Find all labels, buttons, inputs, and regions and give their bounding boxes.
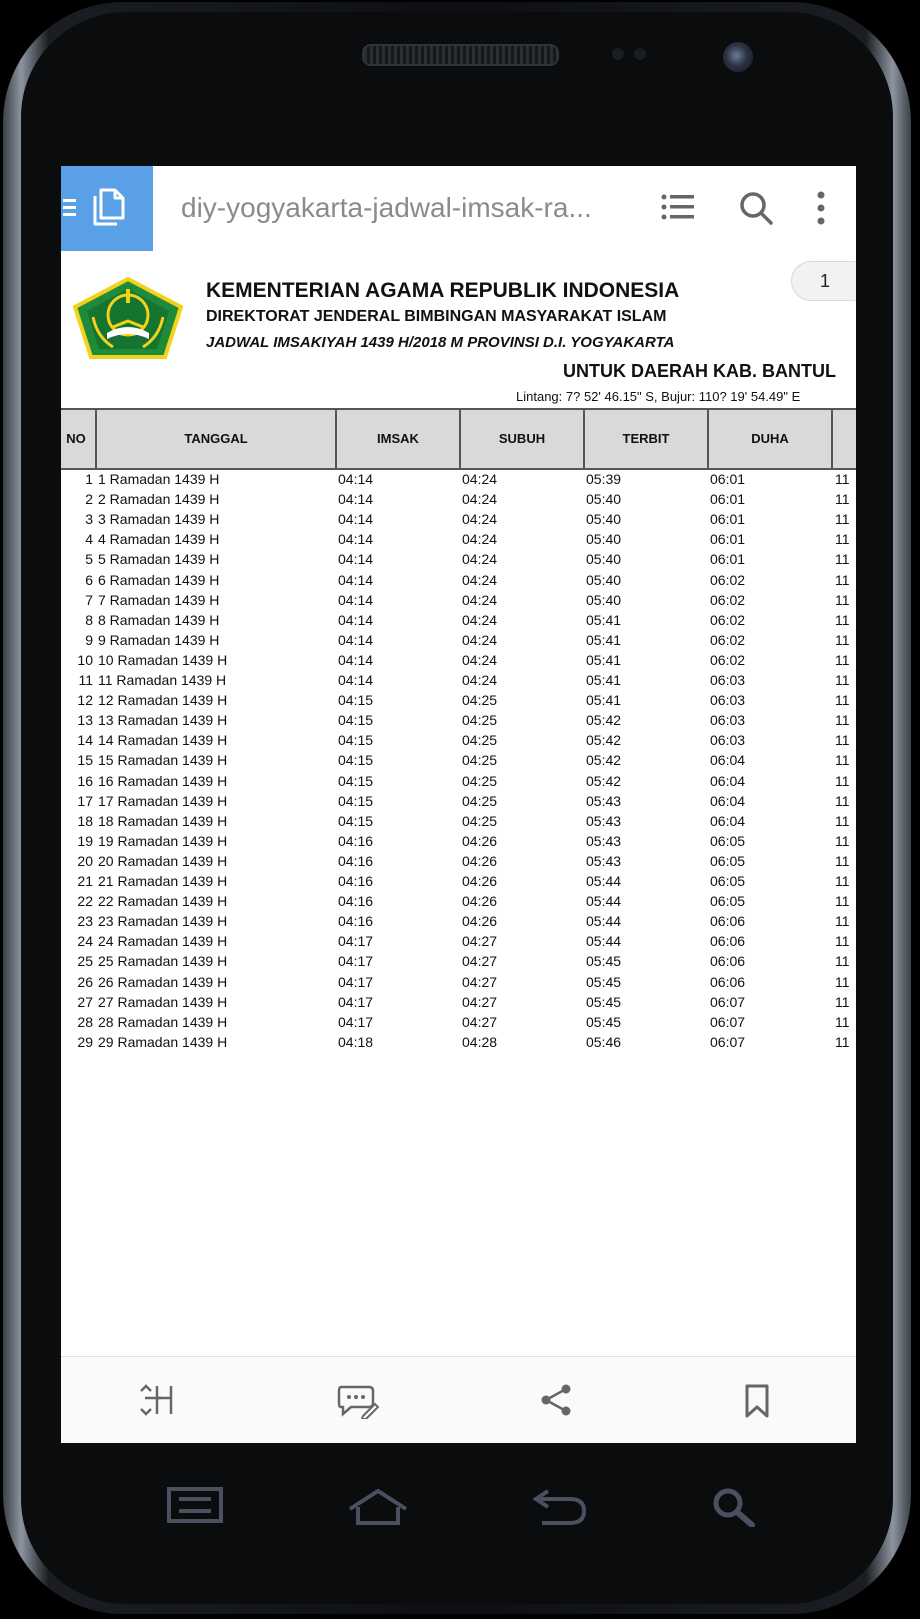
row-terbit: 05:46 [586, 1033, 622, 1050]
row-imsak: 04:14 [338, 571, 374, 588]
row-no: 22 [77, 893, 93, 910]
row-tanggal: 12 Ramadan 1439 H [98, 692, 228, 709]
row-truncated: 11 [835, 993, 850, 1010]
row-tanggal: 14 Ramadan 1439 H [98, 732, 228, 749]
row-terbit: 05:42 [586, 752, 622, 769]
row-imsak: 04:15 [338, 772, 374, 789]
row-no: 14 [77, 732, 93, 749]
row-tanggal: 17 Ramadan 1439 H [98, 792, 228, 809]
row-duha: 06:03 [710, 732, 746, 749]
row-subuh: 04:27 [462, 933, 498, 950]
row-duha: 06:01 [710, 511, 746, 528]
header-tanggal: TANGGAL [95, 410, 335, 468]
row-subuh: 04:25 [462, 772, 498, 789]
row-duha: 06:02 [710, 591, 746, 608]
row-duha: 06:02 [710, 571, 746, 588]
row-truncated: 11 [835, 933, 850, 950]
row-tanggal: 6 Ramadan 1439 H [98, 571, 220, 588]
row-terbit: 05:43 [586, 852, 622, 869]
row-imsak: 04:14 [338, 531, 374, 548]
screen [61, 166, 856, 1443]
android-nav-bar [0, 1455, 920, 1555]
row-subuh: 04:28 [462, 1033, 498, 1050]
row-tanggal: 9 Ramadan 1439 H [98, 631, 220, 648]
row-no: 2 [85, 491, 93, 508]
table-row [61, 913, 856, 933]
row-imsak: 04:14 [338, 471, 374, 487]
table-row [61, 813, 856, 833]
row-subuh: 04:27 [462, 1013, 498, 1030]
row-no: 1 [85, 471, 93, 487]
row-imsak: 04:15 [338, 692, 374, 709]
row-imsak: 04:14 [338, 551, 374, 568]
row-subuh: 04:24 [462, 631, 498, 648]
row-no: 10 [77, 651, 93, 668]
table-row [61, 672, 856, 692]
row-imsak: 04:16 [338, 873, 374, 889]
row-duha: 06:03 [710, 692, 746, 709]
row-terbit: 05:42 [586, 712, 622, 729]
row-imsak: 04:15 [338, 712, 374, 729]
row-terbit: 05:44 [586, 873, 622, 889]
row-tanggal: 1 Ramadan 1439 H [98, 471, 220, 487]
table-row [61, 994, 856, 1014]
row-truncated: 11 [835, 973, 850, 990]
row-no: 23 [77, 913, 93, 930]
row-subuh: 04:24 [462, 571, 498, 588]
row-truncated: 11 [835, 1013, 850, 1030]
header-duha: DUHA [707, 410, 831, 468]
row-tanggal: 3 Ramadan 1439 H [98, 511, 220, 528]
row-no: 19 [77, 832, 93, 849]
row-duha: 06:04 [710, 792, 746, 809]
row-no: 9 [85, 631, 93, 648]
table-row [61, 712, 856, 732]
row-terbit: 05:40 [586, 491, 622, 508]
row-duha: 06:01 [710, 551, 746, 568]
row-truncated: 11 [835, 471, 850, 487]
row-truncated: 11 [835, 752, 850, 769]
row-subuh: 04:25 [462, 812, 498, 829]
row-terbit: 05:41 [586, 651, 622, 668]
row-imsak: 04:14 [338, 591, 374, 608]
row-terbit: 05:42 [586, 732, 622, 749]
row-tanggal: 27 Ramadan 1439 H [98, 993, 228, 1010]
row-tanggal: 4 Ramadan 1439 H [98, 531, 220, 548]
row-imsak: 04:16 [338, 893, 374, 910]
row-subuh: 04:24 [462, 491, 498, 508]
row-imsak: 04:17 [338, 1013, 374, 1030]
table-row [61, 853, 856, 873]
row-terbit: 05:40 [586, 571, 622, 588]
row-duha: 06:07 [710, 1033, 746, 1050]
table-row [61, 793, 856, 813]
row-no: 7 [85, 591, 93, 608]
row-tanggal: 26 Ramadan 1439 H [98, 973, 228, 990]
row-truncated: 11 [835, 873, 850, 889]
table-header [61, 408, 856, 470]
row-duha: 06:02 [710, 651, 746, 668]
row-no: 29 [77, 1033, 93, 1050]
row-terbit: 05:45 [586, 953, 622, 970]
row-duha: 06:06 [710, 953, 746, 970]
row-terbit: 05:40 [586, 531, 622, 548]
row-terbit: 05:41 [586, 672, 622, 688]
table-row [61, 551, 856, 571]
row-terbit: 05:44 [586, 913, 622, 930]
row-truncated: 11 [835, 631, 850, 648]
row-duha: 06:03 [710, 712, 746, 729]
row-no: 12 [77, 692, 93, 709]
row-tanggal: 21 Ramadan 1439 H [98, 873, 228, 889]
row-truncated: 11 [835, 913, 850, 930]
front-camera [723, 42, 753, 72]
row-tanggal: 10 Ramadan 1439 H [98, 651, 228, 668]
row-terbit: 05:41 [586, 631, 622, 648]
row-tanggal: 25 Ramadan 1439 H [98, 953, 228, 970]
row-no: 25 [77, 953, 93, 970]
directorate-heading: DIREKTORAT JENDERAL BIMBINGAN MASYARAKAT ISLAM [206, 308, 667, 325]
row-terbit: 05:43 [586, 792, 622, 809]
row-truncated: 11 [835, 571, 850, 588]
row-no: 18 [77, 812, 93, 829]
row-truncated: 11 [835, 1033, 850, 1050]
row-subuh: 04:25 [462, 792, 498, 809]
table-row [61, 511, 856, 531]
row-subuh: 04:24 [462, 531, 498, 548]
row-terbit: 05:45 [586, 993, 622, 1010]
row-subuh: 04:27 [462, 953, 498, 970]
table-row [61, 974, 856, 994]
row-imsak: 04:16 [338, 832, 374, 849]
row-tanggal: 28 Ramadan 1439 H [98, 1013, 228, 1030]
row-imsak: 04:17 [338, 973, 374, 990]
document-icon[interactable] [91, 188, 125, 226]
kemenag-logo-icon [73, 277, 183, 359]
row-terbit: 05:39 [586, 471, 622, 487]
row-terbit: 05:40 [586, 511, 622, 528]
row-imsak: 04:16 [338, 913, 374, 930]
header-subuh: SUBUH [459, 410, 583, 468]
row-subuh: 04:24 [462, 672, 498, 688]
row-tanggal: 5 Ramadan 1439 H [98, 551, 220, 568]
row-subuh: 04:27 [462, 973, 498, 990]
menu-nav-icon[interactable] [167, 1487, 223, 1523]
row-subuh: 04:26 [462, 913, 498, 930]
row-imsak: 04:15 [338, 752, 374, 769]
row-subuh: 04:24 [462, 471, 498, 487]
row-truncated: 11 [835, 511, 850, 528]
row-imsak: 04:15 [338, 812, 374, 829]
row-imsak: 04:14 [338, 631, 374, 648]
row-imsak: 04:14 [338, 651, 374, 668]
row-subuh: 04:26 [462, 852, 498, 869]
share-icon[interactable] [539, 1383, 573, 1417]
table-row [61, 471, 856, 491]
header-imsak: IMSAK [335, 410, 459, 468]
row-terbit: 05:44 [586, 893, 622, 910]
search-icon[interactable] [738, 190, 774, 226]
table-row [61, 692, 856, 712]
row-duha: 06:06 [710, 973, 746, 990]
row-subuh: 04:24 [462, 551, 498, 568]
row-no: 8 [85, 611, 93, 628]
bookmark-icon[interactable] [743, 1383, 771, 1419]
row-tanggal: 24 Ramadan 1439 H [98, 933, 228, 950]
row-no: 17 [77, 792, 93, 809]
row-terbit: 05:45 [586, 973, 622, 990]
table-row [61, 933, 856, 953]
row-truncated: 11 [835, 551, 850, 568]
row-tanggal: 19 Ramadan 1439 H [98, 832, 228, 849]
row-duha: 06:06 [710, 933, 746, 950]
ministry-heading: KEMENTERIAN AGAMA REPUBLIK INDONESIA [206, 279, 680, 302]
row-imsak: 04:16 [338, 852, 374, 869]
schedule-heading: JADWAL IMSAKIYAH 1439 H/2018 M PROVINSI D.I. YOGYAKARTA [206, 334, 675, 351]
row-subuh: 04:25 [462, 712, 498, 729]
table-row [61, 953, 856, 973]
row-duha: 06:05 [710, 873, 746, 889]
row-truncated: 11 [835, 591, 850, 608]
row-imsak: 04:17 [338, 993, 374, 1010]
row-terbit: 05:41 [586, 611, 622, 628]
row-duha: 06:07 [710, 993, 746, 1010]
row-tanggal: 22 Ramadan 1439 H [98, 893, 228, 910]
top-toolbar [61, 166, 856, 252]
table-row [61, 833, 856, 853]
row-subuh: 04:26 [462, 832, 498, 849]
more-vertical-icon[interactable] [815, 190, 827, 226]
table-row [61, 592, 856, 612]
light-sensor [634, 48, 646, 60]
row-no: 24 [77, 933, 93, 950]
row-truncated: 11 [835, 672, 850, 688]
coordinates-text: Lintang: 7? 52' 46.15" S, Bujur: 110? 19' 54.49" E [516, 389, 801, 404]
table-row [61, 531, 856, 551]
row-subuh: 04:25 [462, 752, 498, 769]
row-no: 11 [78, 672, 93, 688]
row-duha: 06:04 [710, 812, 746, 829]
row-terbit: 05:40 [586, 551, 622, 568]
header-truncated [831, 410, 856, 468]
pdf-page [61, 251, 856, 1356]
row-no: 20 [77, 852, 93, 869]
table-row [61, 1034, 856, 1054]
row-truncated: 11 [835, 812, 850, 829]
row-no: 27 [77, 993, 93, 1010]
row-no: 28 [77, 1013, 93, 1030]
row-no: 3 [85, 511, 93, 528]
row-no: 6 [85, 571, 93, 588]
row-duha: 06:02 [710, 611, 746, 628]
row-tanggal: 15 Ramadan 1439 H [98, 752, 228, 769]
row-truncated: 11 [835, 531, 850, 548]
table-row [61, 652, 856, 672]
table-row [61, 773, 856, 793]
row-duha: 06:05 [710, 893, 746, 910]
row-truncated: 11 [835, 772, 850, 789]
row-terbit: 05:41 [586, 692, 622, 709]
row-imsak: 04:17 [338, 953, 374, 970]
table-row [61, 752, 856, 772]
row-truncated: 11 [835, 732, 850, 749]
row-terbit: 05:40 [586, 591, 622, 608]
row-subuh: 04:24 [462, 511, 498, 528]
row-duha: 06:06 [710, 913, 746, 930]
row-truncated: 11 [835, 792, 850, 809]
row-tanggal: 8 Ramadan 1439 H [98, 611, 220, 628]
row-truncated: 11 [835, 692, 850, 709]
row-subuh: 04:24 [462, 591, 498, 608]
row-truncated: 11 [835, 852, 850, 869]
row-subuh: 04:25 [462, 732, 498, 749]
row-terbit: 05:45 [586, 1013, 622, 1030]
row-tanggal: 18 Ramadan 1439 H [98, 812, 228, 829]
row-subuh: 04:26 [462, 893, 498, 910]
row-imsak: 04:14 [338, 491, 374, 508]
row-imsak: 04:15 [338, 732, 374, 749]
page-number-indicator[interactable]: 1 [791, 261, 856, 301]
row-imsak: 04:18 [338, 1033, 374, 1050]
row-duha: 06:01 [710, 531, 746, 548]
row-truncated: 11 [835, 712, 850, 729]
row-tanggal: 20 Ramadan 1439 H [98, 852, 228, 869]
row-terbit: 05:43 [586, 812, 622, 829]
row-terbit: 05:42 [586, 772, 622, 789]
bottom-toolbar [61, 1356, 856, 1443]
search-nav-icon[interactable] [712, 1487, 756, 1527]
row-no: 4 [85, 531, 93, 548]
row-imsak: 04:14 [338, 672, 374, 688]
table-row [61, 491, 856, 511]
table-row [61, 893, 856, 913]
row-duha: 06:01 [710, 491, 746, 508]
table-row [61, 1014, 856, 1034]
row-duha: 06:07 [710, 1013, 746, 1030]
table-row [61, 873, 856, 893]
row-tanggal: 13 Ramadan 1439 H [98, 712, 228, 729]
row-truncated: 11 [835, 611, 850, 628]
table-row [61, 632, 856, 652]
row-terbit: 05:44 [586, 933, 622, 950]
row-duha: 06:02 [710, 631, 746, 648]
row-subuh: 04:24 [462, 611, 498, 628]
row-duha: 06:03 [710, 672, 746, 688]
reflow-icon[interactable] [139, 1383, 175, 1417]
document-tab[interactable] [61, 166, 153, 251]
row-truncated: 11 [835, 953, 850, 970]
row-tanggal: 23 Ramadan 1439 H [98, 913, 228, 930]
row-tanggal: 29 Ramadan 1439 H [98, 1033, 228, 1050]
row-imsak: 04:14 [338, 611, 374, 628]
row-no: 13 [77, 712, 93, 729]
row-imsak: 04:15 [338, 792, 374, 809]
row-duha: 06:05 [710, 852, 746, 869]
row-duha: 06:04 [710, 752, 746, 769]
row-truncated: 11 [835, 893, 850, 910]
row-subuh: 04:26 [462, 873, 498, 889]
row-no: 26 [77, 973, 93, 990]
row-duha: 06:01 [710, 471, 746, 487]
menu-icon[interactable] [63, 199, 76, 220]
header-no: NO [66, 431, 86, 446]
table-row [61, 732, 856, 752]
table-row [61, 612, 856, 632]
home-nav-icon[interactable] [346, 1487, 410, 1527]
row-tanggal: 11 Ramadan 1439 H [98, 672, 227, 688]
document-title[interactable]: diy-yogyakarta-jadwal-imsak-ra... [181, 192, 592, 223]
row-truncated: 11 [835, 832, 850, 849]
row-subuh: 04:24 [462, 651, 498, 668]
row-tanggal: 2 Ramadan 1439 H [98, 491, 220, 508]
row-imsak: 04:14 [338, 511, 374, 528]
row-no: 15 [77, 752, 93, 769]
row-no: 21 [77, 873, 93, 889]
row-imsak: 04:17 [338, 933, 374, 950]
earpiece-speaker [362, 44, 559, 66]
table-row [61, 572, 856, 592]
row-truncated: 11 [835, 651, 850, 668]
row-truncated: 11 [835, 491, 850, 508]
comment-icon[interactable] [337, 1383, 379, 1419]
row-tanggal: 16 Ramadan 1439 H [98, 772, 228, 789]
row-subuh: 04:25 [462, 692, 498, 709]
row-no: 5 [85, 551, 93, 568]
list-icon[interactable] [661, 190, 695, 224]
row-no: 16 [77, 772, 93, 789]
back-nav-icon[interactable] [532, 1487, 588, 1527]
row-duha: 06:05 [710, 832, 746, 849]
row-subuh: 04:27 [462, 993, 498, 1010]
area-heading: UNTUK DAERAH KAB. BANTUL [563, 361, 836, 381]
row-tanggal: 7 Ramadan 1439 H [98, 591, 220, 608]
row-duha: 06:04 [710, 772, 746, 789]
header-terbit: TERBIT [583, 410, 707, 468]
row-terbit: 05:43 [586, 832, 622, 849]
proximity-sensor [612, 48, 624, 60]
